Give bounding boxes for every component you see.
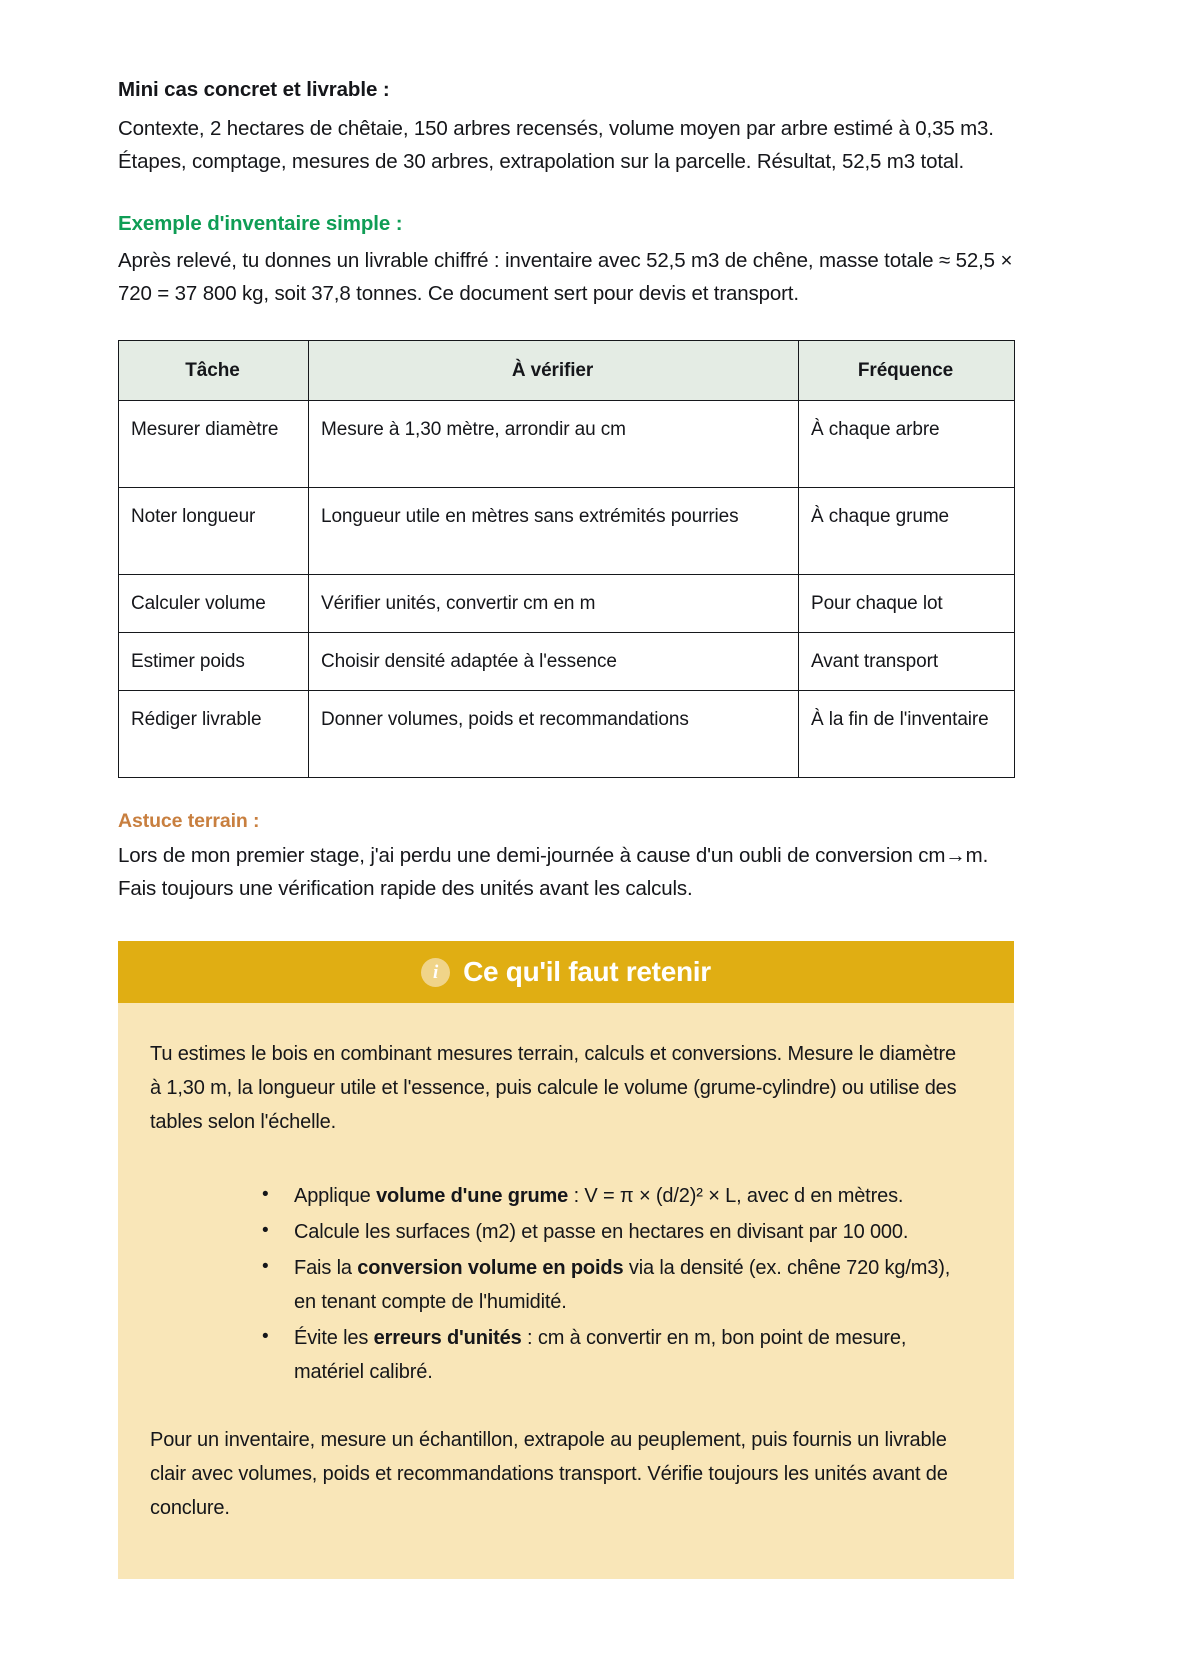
retenir-callout: [118, 941, 1014, 1579]
cell-verifier: Mesure à 1,30 mètre, arrondir au cm: [309, 401, 799, 488]
cell-tache: Noter longueur: [119, 488, 309, 575]
table-header-row: [119, 341, 1015, 401]
bullet-text-bold: conversion volume en poids: [357, 1257, 624, 1279]
mini-cas-paragraph: Contexte, 2 hectares de chêtaie, 150 arbres recensés, volume moyen par arbre estimé à 0,35 m3. Étapes, comptage, mesures de 30 arbres, extrapolation sur la parcelle. Résultat, 52,5 m3 total.: [118, 117, 994, 173]
bullet-text-before: Applique: [294, 1185, 377, 1207]
mini-cas-heading: Mini cas concret et livrable :: [118, 78, 390, 101]
bullet-text-after: via la densité (ex. chêne 720 kg/m3), en tenant compte de l'humidité.: [294, 1257, 951, 1313]
table-row: [119, 633, 1015, 691]
tasks-table: [118, 340, 1015, 778]
table-row: [119, 691, 1015, 778]
cell-frequence: À chaque arbre: [799, 401, 1015, 488]
cell-verifier: Vérifier unités, convertir cm en m: [309, 575, 799, 633]
table-header-verifier: À vérifier: [309, 341, 799, 401]
callout-bullet-list: [150, 1179, 970, 1389]
astuce-paragraph: Lors de mon premier stage, j'ai perdu une demi-journée à cause d'un oubli de conversion cm→m. Fais toujours une vérification rapide des unités avant les calculs.: [118, 844, 989, 900]
list-item: [262, 1321, 970, 1389]
cell-frequence: Pour chaque lot: [799, 575, 1015, 633]
bullet-text-before: Évite les: [294, 1327, 374, 1349]
bullet-text-before: Calcule les surfaces (m2) et passe en hectares en divisant par 10 000.: [294, 1221, 909, 1243]
cell-tache: Calculer volume: [119, 575, 309, 633]
cell-frequence: Avant transport: [799, 633, 1015, 691]
cell-verifier: Donner volumes, poids et recommandations: [309, 691, 799, 778]
bullet-text-after: : V = π × (d/2)² × L, avec d en mètres.: [568, 1185, 904, 1207]
cell-frequence: À la fin de l'inventaire: [799, 691, 1015, 778]
callout-outro: Pour un inventaire, mesure un échantillon, extrapole au peuplement, puis fournis un livrable clair avec volumes, poids et recommandations transport. Vérifie toujours les unités avant de conclure.: [150, 1429, 948, 1519]
callout-body: [118, 1003, 1014, 1579]
cell-verifier: Choisir densité adaptée à l'essence: [309, 633, 799, 691]
cell-frequence: À chaque grume: [799, 488, 1015, 575]
bullet-text-after: : cm à convertir en m, bon point de mesure, matériel calibré.: [294, 1327, 907, 1383]
section-astuce: [118, 810, 1020, 905]
list-item: [262, 1179, 970, 1213]
cell-tache: Mesurer diamètre: [119, 401, 309, 488]
cell-tache: Rédiger livrable: [119, 691, 309, 778]
callout-title: Ce qu'il faut retenir: [463, 956, 711, 987]
list-item: [262, 1251, 970, 1319]
bullet-text-bold: volume d'une grume: [376, 1185, 569, 1207]
callout-intro: Tu estimes le bois en combinant mesures terrain, calculs et conversions. Mesure le diamètre à 1,30 m, la longueur utile et l'essence, puis calcule le volume (grume-cylindre) ou utilise des tables selon l'échelle.: [150, 1043, 957, 1133]
section-mini-cas: [118, 78, 1020, 178]
cell-verifier: Longueur utile en mètres sans extrémités pourries: [309, 488, 799, 575]
cell-tache: Estimer poids: [119, 633, 309, 691]
table-header-frequence: Fréquence: [799, 341, 1015, 401]
bullet-text-bold: erreurs d'unités: [373, 1327, 522, 1349]
exemple-paragraph: Après relevé, tu donnes un livrable chiffré : inventaire avec 52,5 m3 de chêne, masse totale ≈ 52,5 × 720 = 37 800 kg, soit 37,8 tonnes. Ce document sert pour devis et transport.: [118, 249, 1013, 305]
table-row: [119, 575, 1015, 633]
list-item: [262, 1215, 970, 1249]
table-header-tache: Tâche: [119, 341, 309, 401]
info-icon: i: [421, 958, 450, 987]
section-exemple: [118, 212, 1020, 310]
astuce-heading: Astuce terrain :: [118, 810, 260, 832]
table-row: [119, 401, 1015, 488]
exemple-heading: Exemple d'inventaire simple :: [118, 212, 403, 235]
table-row: [119, 488, 1015, 575]
bullet-text-before: Fais la: [294, 1257, 358, 1279]
callout-header: [118, 941, 1014, 1003]
